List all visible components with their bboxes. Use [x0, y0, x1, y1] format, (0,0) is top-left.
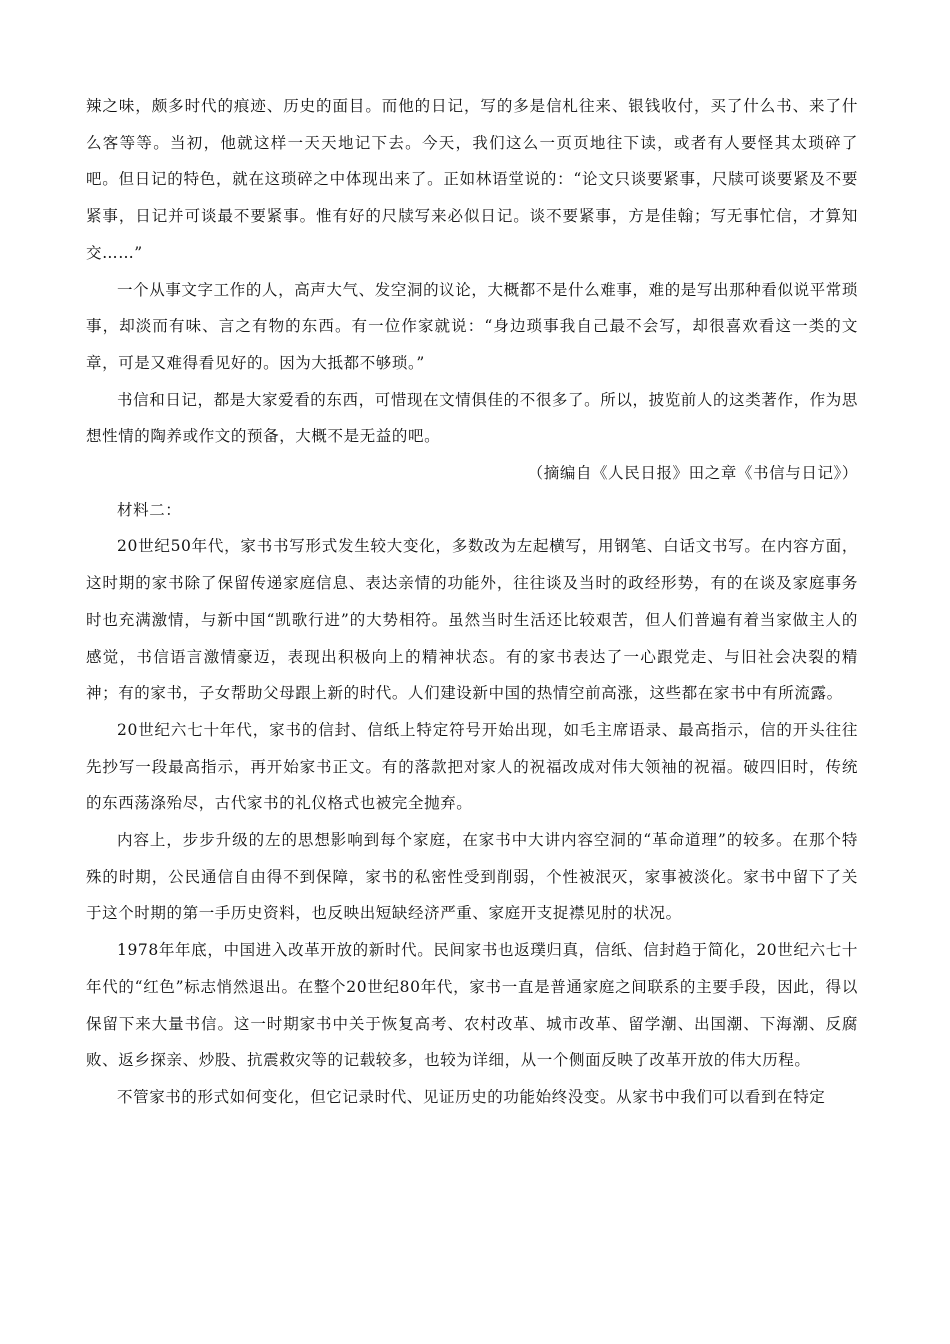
- material-two-paragraph-4: 1978年年底，中国进入改革开放的新时代。民间家书也返璞归真，信纸、信封趋于简化，20世纪六七十年代的“红色”标志悄然退出。在整个20世纪80年代，家书一直是普通家庭之间联系的主要手段，因此，得以保留下来大量书信。这一时期家书中关于恢复高考、农村改革、城市改革、留学潮、出国潮、下海潮、反腐败、返乡探亲、炒股、抗震救灾等的记载较多，也较为详细，从一个侧面反映了改革开放的伟大历程。: [86, 941, 858, 1070]
- material-one-paragraph-1: 辣之味，颇多时代的痕迹、历史的面目。而他的日记，写的多是信札往来、银钱收付，买了什么书、来了什么客等等。当初，他就这样一天天地记下去。今天，我们这么一页页地往下读，或者有人要怪其太琐碎了吧。但日记的特色，就在这琐碎之中体现出来了。正如林语堂说的：“论文只谈要紧事，尺牍可谈要紧及不要紧事，日记并可谈最不要紧事。惟有好的尺牍写来必似日记。谈不要紧事，方是佳翰；写无事忙信，才算知交……”: [86, 97, 858, 262]
- material-one-source: （摘编自《人民日报》田之章《书信与日记》）: [527, 464, 858, 483]
- material-one-paragraph-2: 一个从事文字工作的人，高声大气、发空洞的议论，大概都不是什么难事，难的是写出那种看似说平常琐事，却淡而有味、言之有物的东西。有一位作家就说：“身边琐事我自己最不会写，却很喜欢看这一类的文章，可是又难得看见好的。因为大抵都不够琐。”: [86, 280, 858, 372]
- material-two-paragraph-3: 内容上，步步升级的左的思想影响到每个家庭，在家书中大讲内容空洞的“革命道理”的较多。在那个特殊的时期，公民通信自由得不到保障，家书的私密性受到削弱，个性被泯灭，家事被淡化。家书中留下了关于这个时期的第一手历史资料，也反映出短缺经济严重、家庭开支捉襟见肘的状况。: [86, 831, 858, 923]
- material-one-paragraph-3: 书信和日记，都是大家爱看的东西，可惜现在文情俱佳的不很多了。所以，披览前人的这类著作，作为思想性情的陶养或作文的预备，大概不是无益的吧。: [86, 390, 858, 446]
- document-page: [86, 88, 858, 1116]
- material-two-heading: 材料二：: [117, 500, 182, 519]
- material-two-paragraph-2: 20世纪六七十年代，家书的信封、信纸上特定符号开始出现，如毛主席语录、最高指示，信的开头往往先抄写一段最高指示，再开始家书正文。有的落款把对家人的祝福改成对伟大领袖的祝福。破四旧时，传统的东西荡涤殆尽，古代家书的礼仪格式也被完全抛弃。: [86, 720, 858, 813]
- material-two-paragraph-1: 20世纪50年代，家书书写形式发生较大变化，多数改为左起横写，用钢笔、白话文书写。在内容方面，这时期的家书除了保留传递家庭信息、表达亲情的功能外，往往谈及当时的政经形势，有的在谈及家庭事务时也充满激情，与新中国“凯歌行进”的大势相符。虽然当时生活还比较艰苦，但人们普遍有着当家做主人的感觉，书信语言激情豪迈，表现出积极向上的精神状态。有的家书表达了一心跟党走、与旧社会决裂的精神；有的家书，子女帮助父母跟上新的时代。人们建设新中国的热情空前高涨，这些都在家书中有所流露。: [86, 537, 858, 703]
- material-two-paragraph-5: 不管家书的形式如何变化，但它记录时代、见证历史的功能始终没变。从家书中我们可以看到在特定: [117, 1087, 826, 1106]
